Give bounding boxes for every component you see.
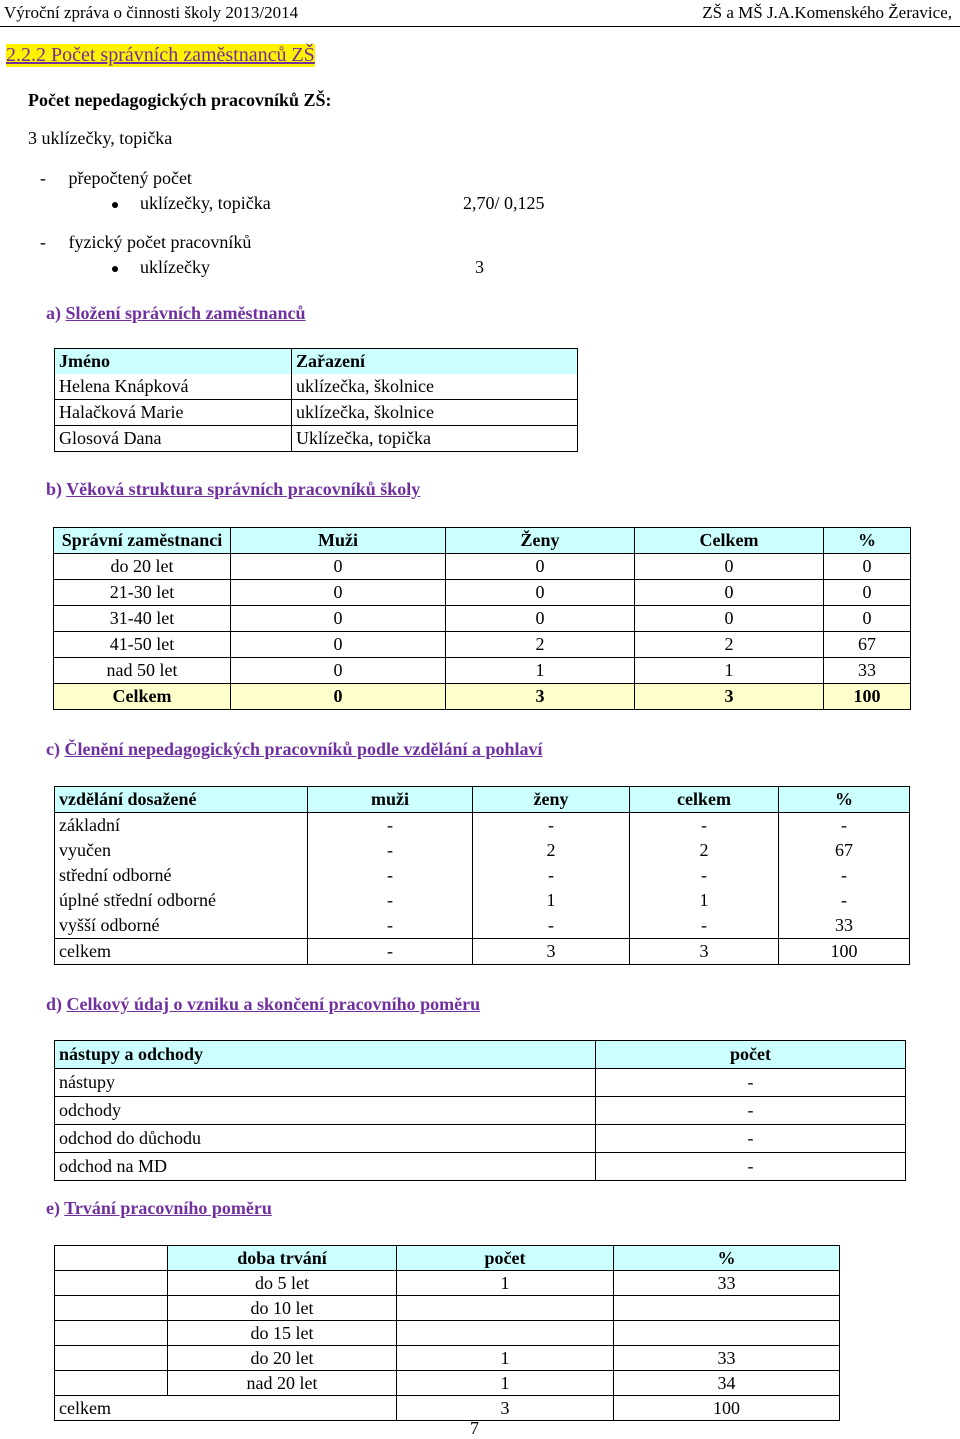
header-cell: Zařazení: [292, 349, 578, 375]
table-cell: 0: [635, 606, 824, 632]
header-cell: celkem: [630, 787, 779, 813]
table-cell: nad 50 let: [54, 658, 231, 684]
table-cell: -: [473, 813, 630, 839]
table-cell: 3: [446, 684, 635, 710]
table-header-row: [55, 1246, 840, 1271]
table-cell: 1: [630, 888, 779, 913]
header-cell: Správní zaměstnanci: [54, 528, 231, 554]
table-header-row: [55, 787, 910, 813]
table-cell: střední odborné: [55, 863, 308, 888]
table-row: [54, 606, 911, 632]
table-cell: uklízečka, školnice: [292, 400, 578, 426]
physical-item: [112, 257, 210, 278]
table-cell: Halačková Marie: [55, 400, 292, 426]
table-row: [55, 400, 578, 426]
table-row: [54, 632, 911, 658]
table-cell: 33: [824, 658, 911, 684]
header-cell: %: [779, 787, 910, 813]
table-cell: 33: [614, 1271, 840, 1296]
table-education: [54, 786, 910, 965]
table-cell: nad 20 let: [168, 1371, 397, 1396]
physical-item-text: uklízečky: [140, 257, 210, 277]
header-right: ZŠ a MŠ J.A.Komenského Žeravice,: [702, 3, 952, 22]
table-row: [55, 1097, 906, 1125]
table-cell: uklízečka, školnice: [292, 374, 578, 400]
table-row: [55, 1371, 840, 1396]
table-cell: odchody: [55, 1097, 596, 1125]
header-cell: muži: [308, 787, 473, 813]
table-row: [55, 913, 910, 939]
section-d-heading: [46, 994, 480, 1015]
table-cell: 21-30 let: [54, 580, 231, 606]
table-cell: -: [308, 813, 473, 839]
table-cell: Uklízečka, topička: [292, 426, 578, 452]
table-cell: -: [596, 1069, 906, 1097]
table-row: [55, 838, 910, 863]
table-cell: -: [473, 863, 630, 888]
recalc-label: - přepočtený počet: [40, 168, 192, 188]
table-cell: 1: [397, 1371, 614, 1396]
header-cell: Jméno: [55, 349, 292, 375]
table-cell: 1: [446, 658, 635, 684]
table-cell: -: [596, 1097, 906, 1125]
table-cell: -: [630, 813, 779, 839]
header-cell: vzdělání dosažené: [55, 787, 308, 813]
header-cell: ženy: [473, 787, 630, 813]
table-cell: 100: [614, 1396, 840, 1421]
table-cell: celkem: [55, 1396, 168, 1421]
section-b-heading: [46, 479, 420, 500]
intro-heading: Počet nepedagogických pracovníků ZŠ:: [28, 90, 332, 110]
table-cell: -: [779, 813, 910, 839]
intro-line: 3 uklízečky, topička: [28, 128, 173, 148]
page-number: 7: [470, 1418, 479, 1438]
table-cell: odchod do důchodu: [55, 1125, 596, 1153]
table-cell: 67: [779, 838, 910, 863]
table-cell: 2: [473, 838, 630, 863]
table-cell: -: [596, 1125, 906, 1153]
table-cell: -: [308, 939, 473, 965]
section-d-title: Celkový údaj o vzniku a skončení pracovního poměru: [66, 994, 481, 1014]
table-cell: 0: [635, 580, 824, 606]
section-c-title: Členění nepedagogických pracovníků podle vzdělání a pohlaví: [64, 739, 543, 759]
table-cell: 2: [635, 632, 824, 658]
table-employment-duration: [54, 1245, 840, 1421]
table-row: [55, 1125, 906, 1153]
section-b-prefix: b): [46, 479, 67, 499]
table-cell: do 5 let: [168, 1271, 397, 1296]
table-cell: -: [308, 888, 473, 913]
table-cell: 3: [635, 684, 824, 710]
table-cell: základní: [55, 813, 308, 839]
table-row: [55, 813, 910, 839]
table-cell: [397, 1321, 614, 1346]
header-cell: počet: [397, 1246, 614, 1271]
table-cell: celkem: [55, 939, 308, 965]
section-a-title: Složení správních zaměstnanců: [65, 303, 306, 323]
table-cell: 67: [824, 632, 911, 658]
table-cell: 31-40 let: [54, 606, 231, 632]
table-cell: 3: [397, 1396, 614, 1421]
section-e-title: Trvání pracovního poměru: [64, 1198, 272, 1218]
table-cell: 2: [446, 632, 635, 658]
table-cell: do 20 let: [54, 554, 231, 580]
table-cell: -: [779, 888, 910, 913]
table-row: [55, 1153, 906, 1181]
table-cell: 0: [231, 554, 446, 580]
table-cell: 0: [446, 580, 635, 606]
table-cell: 1: [635, 658, 824, 684]
table-row: [55, 1296, 840, 1321]
table-row: [55, 1346, 840, 1371]
header-cell: Celkem: [635, 528, 824, 554]
table-cell: [397, 1296, 614, 1321]
header-cell: %: [824, 528, 911, 554]
table-row: [54, 658, 911, 684]
page-header: [0, 0, 960, 27]
table-cell: -: [596, 1153, 906, 1181]
bullet-icon: [112, 202, 118, 208]
table-row: [54, 554, 911, 580]
table-total-row: [54, 684, 911, 710]
table-row: [55, 426, 578, 452]
table-cell: Glosová Dana: [55, 426, 292, 452]
table-cell: 0: [446, 554, 635, 580]
table-cell: 33: [779, 913, 910, 939]
header-left: Výroční zpráva o činnosti školy 2013/2014: [4, 3, 299, 22]
section-title-text: 2.2.2 Počet správních zaměstnanců ZŠ: [6, 44, 315, 66]
table-cell-blank: [55, 1321, 168, 1346]
table-cell: 34: [614, 1371, 840, 1396]
table-total-row: [55, 1396, 840, 1421]
table-row: [54, 580, 911, 606]
recalc-value: 2,70/ 0,125: [463, 193, 545, 213]
table-cell: do 15 let: [168, 1321, 397, 1346]
table-cell: Celkem: [54, 684, 231, 710]
section-a-prefix: a): [46, 303, 66, 323]
table-cell: 3: [473, 939, 630, 965]
table-cell: [614, 1296, 840, 1321]
table-row: [55, 1271, 840, 1296]
table-cell: 0: [231, 632, 446, 658]
section-title: [6, 44, 315, 67]
header-cell: nástupy a odchody: [55, 1041, 596, 1069]
table-cell-blank: [55, 1296, 168, 1321]
bullet-icon: [112, 266, 118, 272]
header-cell: Ženy: [446, 528, 635, 554]
section-a-heading: [46, 303, 306, 324]
section-b-title: Věková struktura správních pracovníků školy: [66, 479, 421, 499]
table-cell: do 20 let: [168, 1346, 397, 1371]
table-cell: 0: [635, 554, 824, 580]
section-d-prefix: d): [46, 994, 67, 1014]
section-e-prefix: e): [46, 1198, 65, 1218]
table-age-structure: [53, 527, 911, 710]
table-cell: 33: [614, 1346, 840, 1371]
table-arrivals-departures: [54, 1040, 906, 1181]
table-cell: odchod na MD: [55, 1153, 596, 1181]
table-cell: 2: [630, 838, 779, 863]
header-cell: %: [614, 1246, 840, 1271]
section-c-prefix: c): [46, 739, 65, 759]
table-cell: do 10 let: [168, 1296, 397, 1321]
table-cell: 0: [824, 606, 911, 632]
table-cell: 0: [231, 684, 446, 710]
table-cell: vyšší odborné: [55, 913, 308, 939]
table-header-row: [54, 528, 911, 554]
table-cell: [614, 1321, 840, 1346]
table-cell: vyučen: [55, 838, 308, 863]
section-e-heading: [46, 1198, 272, 1219]
recalc-item: [112, 193, 271, 214]
table-row: [55, 1321, 840, 1346]
table-cell: 1: [397, 1271, 614, 1296]
table-cell: -: [630, 863, 779, 888]
recalc-item-text: uklízečky, topička: [140, 193, 271, 213]
table-cell: 0: [231, 606, 446, 632]
table-cell-blank: [55, 1346, 168, 1371]
table-cell: Helena Knápková: [55, 374, 292, 400]
physical-label: - fyzický počet pracovníků: [40, 232, 252, 252]
table-cell: 1: [397, 1346, 614, 1371]
table-cell: -: [308, 913, 473, 939]
table-cell: 0: [824, 554, 911, 580]
header-cell: Muži: [231, 528, 446, 554]
table-cell-blank: [55, 1371, 168, 1396]
physical-value: 3: [475, 257, 484, 277]
header-cell: doba trvání: [168, 1246, 397, 1271]
table-staff-composition: [54, 348, 578, 452]
table-cell: 100: [824, 684, 911, 710]
table-row: [55, 888, 910, 913]
table-cell-blank: [168, 1396, 397, 1421]
table-cell: 0: [824, 580, 911, 606]
header-cell: počet: [596, 1041, 906, 1069]
table-row: [55, 939, 910, 965]
table-row: [55, 863, 910, 888]
table-cell-blank: [55, 1271, 168, 1296]
table-cell: 100: [779, 939, 910, 965]
table-cell: -: [308, 838, 473, 863]
section-c-heading: [46, 739, 543, 760]
table-cell: -: [308, 863, 473, 888]
table-row: [55, 1069, 906, 1097]
table-cell: -: [630, 913, 779, 939]
table-cell: nástupy: [55, 1069, 596, 1097]
table-cell: 1: [473, 888, 630, 913]
table-header-row: [55, 1041, 906, 1069]
table-cell: 3: [630, 939, 779, 965]
table-header-row: [55, 349, 578, 375]
table-cell: 41-50 let: [54, 632, 231, 658]
table-cell: úplné střední odborné: [55, 888, 308, 913]
table-cell: -: [473, 913, 630, 939]
table-cell: 0: [231, 658, 446, 684]
table-cell: -: [779, 863, 910, 888]
table-cell-blank: [55, 1246, 168, 1271]
table-cell: 0: [231, 580, 446, 606]
table-cell: 0: [446, 606, 635, 632]
table-row: [55, 374, 578, 400]
